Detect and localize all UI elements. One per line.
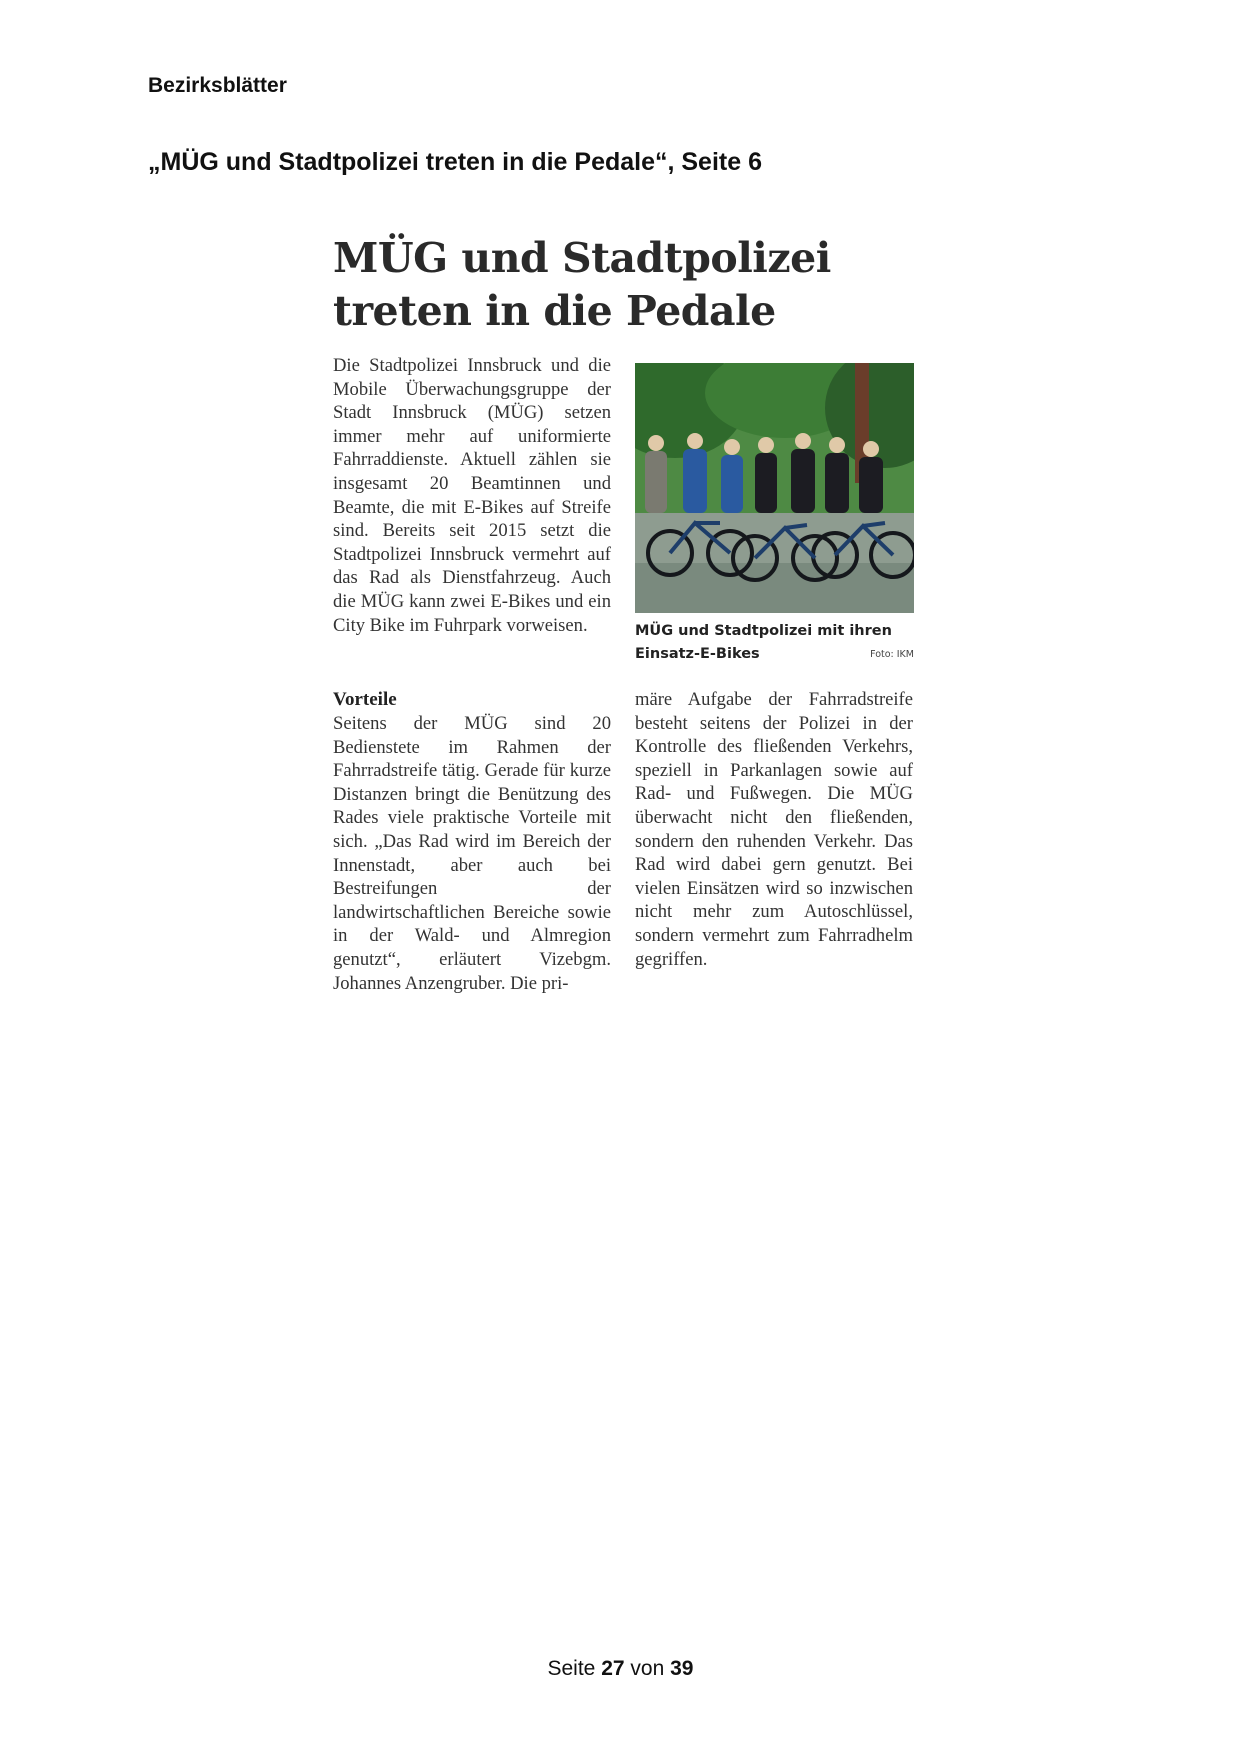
photo-credit: Foto: IKM [870, 649, 914, 660]
group-with-bikes-illustration [635, 363, 914, 613]
article-paragraph-3: märe Aufgabe der Fahrradstreife besteht seitens der Polizei in der Kontrolle des fließenden Verkehrs, speziell in Parkanlagen sowie auf Rad- und Fußwegen. Die MÜG überwacht nicht den fließenden, sondern den ruhenden Verkehr. Das Rad wird dabei gern genutzt. Bei vielen Einsätzen wird so inzwischen nicht mehr zum Autoschlüssel, sondern vermehrt zum Fahrradhelm gegriffen. [635, 689, 913, 970]
caption-line-1: MÜG und Stadtpolizei mit ihren [635, 623, 892, 639]
footer-total-pages: 39 [670, 1657, 694, 1680]
caption-line-2: Einsatz-E-Bikes [635, 646, 760, 662]
headline-line-2: treten in die Pedale [333, 287, 776, 335]
footer-middle: von [630, 1657, 665, 1680]
article-paragraph-2: Seitens der MÜG sind 20 Bedienstete im Rahmen der Fahrradstreife tätig. Gerade für kurze Distanzen bringt die Benützung des Rades viele praktische Vorteile mit sich. „Das Rad wird im Bereich der Innenstadt, aber auch bei Bestreifungen der landwirtschaftlichen Bereiche sowie in der Wald- und Almregion genutzt“, erläutert Vizebgm. Johannes Anzengruber. Die pri- [333, 713, 611, 994]
article-paragraph-1: Die Stadtpolizei Innsbruck und die Mobile Überwachungsgruppe der Stadt Innsbruck (MÜG) setzen immer mehr auf uniformierte Fahrraddienste. Aktuell zählen sie insgesamt 20 Beamtinnen und Beamte, die mit E-Bikes auf Streife sind. Bereits seit 2015 setzt die Stadtpolizei Innsbruck vermehrt auf das Rad als Dienstfahrzeug. Auch die MÜG kann zwei E-Bikes und ein City Bike im Fuhrpark vorweisen. [333, 355, 611, 636]
footer-prefix: Seite [547, 1657, 596, 1680]
article-headline [333, 232, 917, 338]
headline-line-1: MÜG und Stadtpolizei [333, 234, 831, 282]
article-subheading: Vorteile [333, 689, 397, 710]
publication-source: Bezirksblätter [148, 74, 287, 97]
newspaper-clipping [330, 228, 914, 998]
article-photo [635, 363, 914, 613]
page-number-footer [0, 1657, 1241, 1681]
footer-current-page: 27 [601, 1657, 625, 1680]
clipping-heading: „MÜG und Stadtpolizei treten in die Pedale“, Seite 6 [148, 148, 762, 176]
